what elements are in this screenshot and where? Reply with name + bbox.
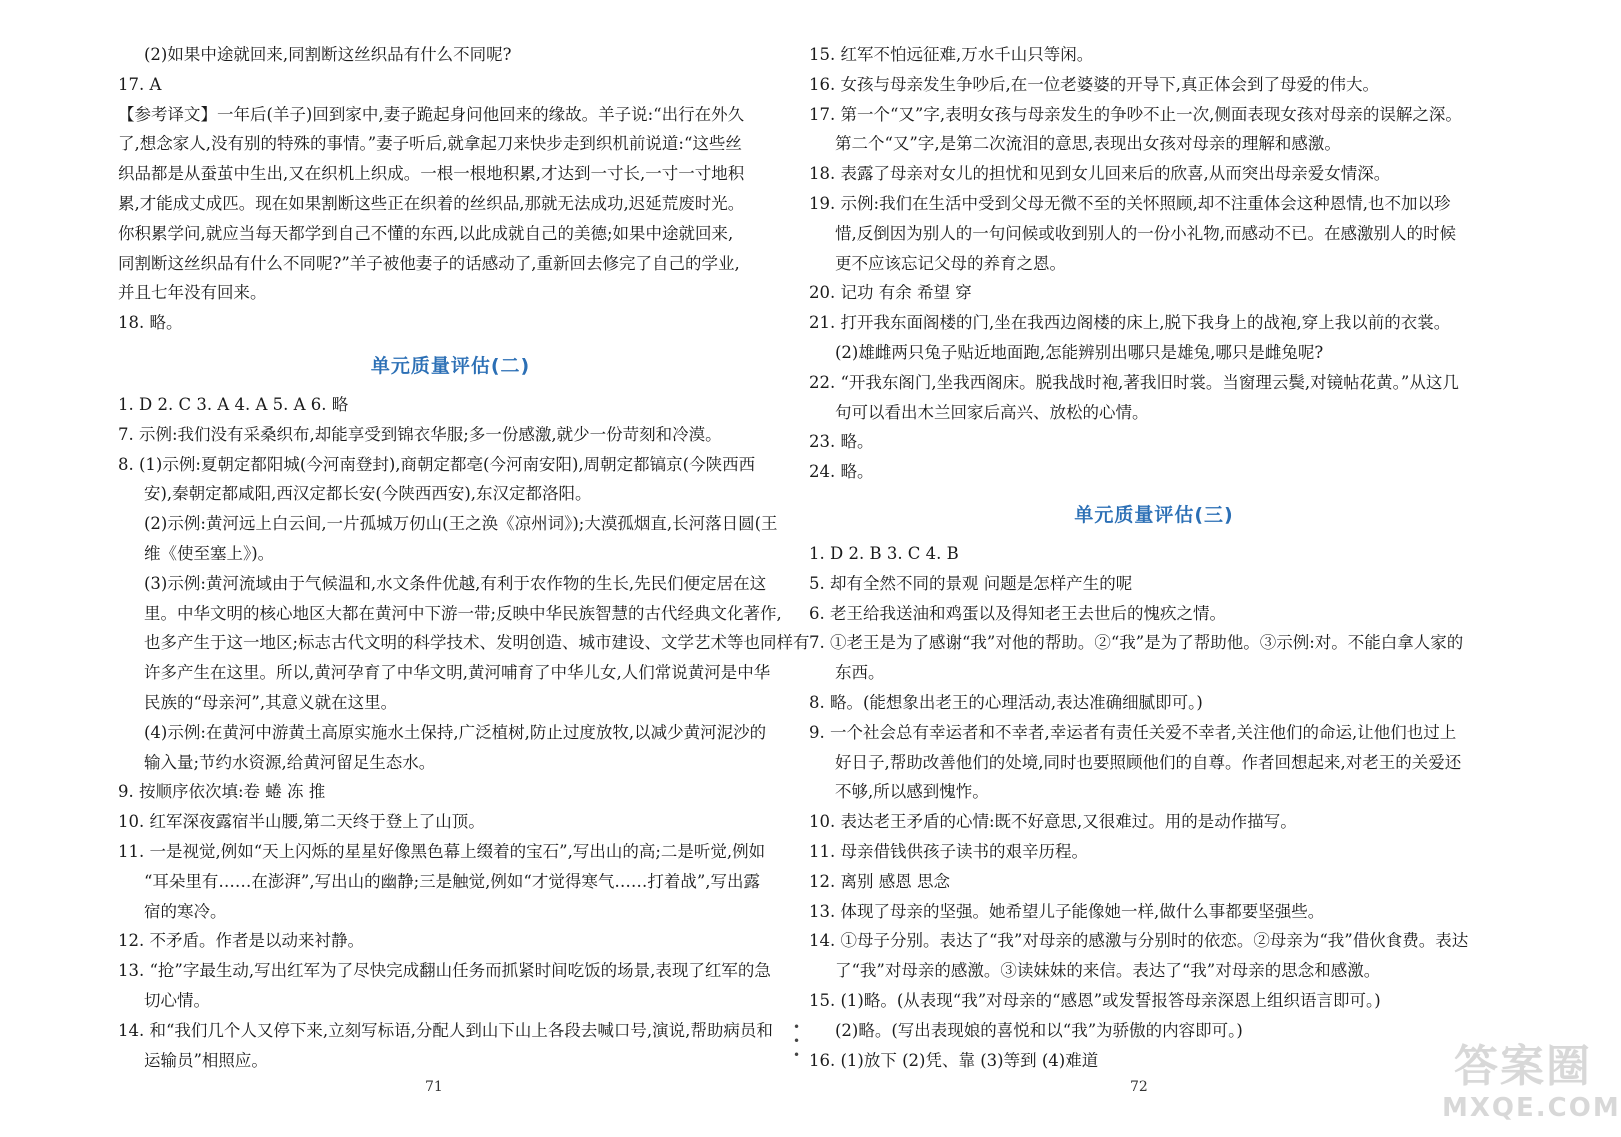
answer-line: 8. (1)示例:夏朝定都阳城(今河南登封),商朝定都亳(今河南安阳),周朝定都镐京(今陕西西	[118, 454, 756, 474]
answer-line: 11. 母亲借钱供孩子读书的艰辛历程。	[809, 841, 1088, 861]
answer-line: (3)示例:黄河流域由于气候温和,水文条件优越,有利于农作物的生长,先民们便定居在这	[144, 573, 767, 593]
answer-line: 你积累学问,就应当每天都学到自己不懂的东西,以此成就自己的美德;如果中途就回来,	[118, 223, 734, 243]
watermark-logo: 答案圈	[1454, 1041, 1592, 1092]
left-column	[118, 40, 810, 1075]
answer-line: 惜,反倒因为别人的一句问候或收到别人的一份小礼物,而感动不已。在感激别人的时候	[835, 223, 1456, 243]
answer-line: 1. D 2. C 3. A 4. A 5. A 6. 略	[118, 394, 349, 414]
answer-line: 15. (1)略。(从表现“我”对母亲的“感恩”或发誓报答母亲深恩上组织语言即可。)	[809, 990, 1381, 1010]
answer-line: 17. 第一个“又”字,表明女孩与母亲发生的争吵不止一次,侧面表现女孩对母亲的误解之深。	[809, 104, 1462, 124]
answer-line: 18. 表露了母亲对女儿的担忧和见到女儿回来后的欣喜,从而突出母亲爱女情深。	[809, 164, 1391, 184]
answer-line: 9. 按顺序依次填:卷 蜷 冻 推	[118, 782, 326, 802]
answer-line: 【参考译文】一年后(羊子)回到家中,妻子跪起身问他回来的缘故。羊子说:“出行在外久	[118, 104, 745, 124]
answer-line: 7. 示例:我们没有采桑织布,却能享受到锦衣华服;多一份感激,就少一份苛刻和冷漠。	[118, 424, 722, 444]
answer-line: (2)如果中途就回来,同割断这丝织品有什么不同呢?	[144, 45, 512, 64]
answer-line: 维《使至塞上》)。	[144, 543, 275, 563]
answer-line: 12. 离别 感恩 思念	[809, 871, 950, 891]
section-title-unit-3: 单元质量评估(三)	[1074, 503, 1234, 526]
answer-line: 23. 略。	[809, 432, 874, 452]
answer-line: 不够,所以感到愧怍。	[835, 782, 989, 802]
answer-line: “耳朵里有……在澎湃”,写出山的幽静;三是触觉,例如“才觉得寒气……打着战”,写出露	[144, 871, 761, 891]
answer-line: 7. ①老王是为了感谢“我”对他的帮助。②“我”是为了帮助他。③示例:对。不能白拿人家的	[809, 633, 1464, 653]
section-title-unit-2: 单元质量评估(二)	[370, 354, 531, 377]
right-page	[800, 0, 1621, 1137]
watermark	[1442, 1041, 1621, 1129]
answer-line: 切心情。	[144, 990, 210, 1010]
answer-line: 安),秦朝定都咸阳,西汉定都长安(今陕西西安),东汉定都洛阳。	[144, 484, 592, 504]
answer-line: 许多产生在这里。所以,黄河孕育了中华文明,黄河哺育了中华儿女,人们常说黄河是中华	[144, 663, 771, 683]
answer-line: 同割断这丝织品有什么不同呢?”羊子被他妻子的话感动了,重新回去修完了自己的学业,	[118, 253, 740, 273]
answer-line: 15. 红军不怕远征难,万水千山只等闲。	[809, 45, 1094, 64]
page-number-right: 72	[1130, 1079, 1148, 1095]
answer-line: 9. 一个社会总有幸运者和不幸者,幸运者有责任关爱不幸者,关注他们的命运,让他们也过上	[809, 722, 1457, 742]
answer-line: (2)示例:黄河远上白云间,一片孤城万仞山(王之涣《凉州词》);大漠孤烟直,长河落日圆(王	[144, 514, 778, 534]
answer-line: 16. (1)放下 (2)凭、靠 (3)等到 (4)难道	[809, 1050, 1099, 1070]
answer-line: 11. 一是视觉,例如“天上闪烁的星星好像黑色幕上缀着的宝石”,写出山的高;二是听觉,例如	[118, 841, 766, 861]
answer-line: 更不应该忘记父母的养育之恩。	[835, 253, 1066, 273]
answer-line: 民族的“母亲河”,其意义就在这里。	[144, 692, 398, 712]
answer-line: (4)示例:在黄河中游黄土高原实施水土保持,广泛植树,防止过度放牧,以减少黄河泥沙的	[144, 722, 767, 742]
answer-line: 13. 体现了母亲的坚强。她希望儿子能像她一样,做什么事都要坚强些。	[809, 901, 1325, 921]
answer-line: 运输员”相照应。	[144, 1050, 268, 1070]
answer-line: 东西。	[835, 663, 885, 683]
answer-line: 里。中华文明的核心地区大都在黄河中下游一带;反映中华民族智慧的古代经典文化著作,	[144, 603, 782, 623]
answer-line: 5. 却有全然不同的景观 问题是怎样产生的呢	[809, 573, 1133, 593]
answer-line: 16. 女孩与母亲发生争吵后,在一位老婆婆的开导下,真正体会到了母爱的伟大。	[809, 74, 1379, 94]
answer-line: 好日子,帮助改善他们的处境,同时也要照顾他们的自尊。作者回想起来,对老王的关爱还	[835, 752, 1462, 772]
answer-line: 20. 记功 有余 希望 穿	[809, 283, 972, 303]
answer-line: 织品都是从蚕茧中生出,又在织机上织成。一根一根地积累,才达到一寸长,一寸一寸地积	[118, 164, 745, 184]
answer-line: 了,想念家人,没有别的特殊的事情。”妻子听后,就拿起刀来快步走到织机前说道:“这些丝	[118, 134, 742, 154]
answer-line: 了“我”对母亲的感激。③读妹妹的来信。表达了“我”对母亲的思念和感激。	[835, 961, 1381, 981]
answer-line: 14. ①母子分别。表达了“我”对母亲的感激与分别时的依恋。②母亲为“我”借伙食费。表达	[809, 931, 1469, 951]
answer-line: 18. 略。	[118, 313, 183, 333]
answer-line: 6. 老王给我送油和鸡蛋以及得知老王去世后的愧疚之情。	[809, 603, 1226, 623]
answer-line: 17. A	[118, 74, 162, 94]
answer-line: 句可以看出木兰回家后高兴、放松的心情。	[835, 402, 1149, 422]
answer-line: 13. “抢”字最生动,写出红军为了尽快完成翻山任务而抓紧时间吃饭的场景,表现了红军的急	[118, 961, 771, 981]
answer-line: (2)略。(写出表现娘的喜悦和以“我”为骄傲的内容即可。)	[835, 1020, 1243, 1040]
answer-line: 并且七年没有回来。	[118, 283, 267, 303]
answer-line: 8. 略。(能想象出老王的心理活动,表达准确细腻即可。)	[809, 692, 1203, 712]
answer-line: (2)雄雌两只兔子贴近地面跑,怎能辨别出哪只是雄兔,哪只是雌兔呢?	[835, 342, 1324, 362]
answer-line: 累,才能成丈成匹。现在如果割断这些正在织着的丝织品,那就无法成功,迟延荒废时光。	[118, 193, 745, 213]
answer-line: 21. 打开我东面阁楼的门,坐在我西边阁楼的床上,脱下我身上的战袍,穿上我以前的衣裳。	[809, 313, 1451, 333]
answer-line: 10. 红军深夜露宿半山腰,第二天终于登上了山顶。	[118, 812, 485, 832]
right-column	[809, 40, 1499, 1075]
answer-line: 14. 和“我们几个人又停下来,立刻写标语,分配人到山下山上各段去喊口号,演说,帮助病员和	[118, 1020, 773, 1040]
answer-line: 1. D 2. B 3. C 4. B	[809, 543, 959, 563]
answer-line: 也多产生于这一地区;标志古代文明的科学技术、发明创造、城市建设、文学艺术等也同样有	[144, 633, 810, 653]
answer-line: 输入量;节约水资源,给黄河留足生态水。	[144, 752, 436, 772]
page-number-left: 71	[425, 1079, 443, 1095]
answer-line: 宿的寒冷。	[144, 901, 227, 921]
answer-line: 22. “开我东阁门,坐我西阁床。脱我战时袍,著我旧时裳。当窗理云鬓,对镜帖花黄。”从这几	[809, 372, 1459, 392]
answer-line: 10. 表达老王矛盾的心情:既不好意思,又很难过。用的是动作描写。	[809, 812, 1297, 832]
watermark-url: MXQE.COM	[1442, 1093, 1621, 1123]
answer-line: 19. 示例:我们在生活中受到父母无微不至的关怀照顾,却不注重体会这种恩情,也不加以珍	[809, 193, 1451, 213]
answer-line: 第二个“又”字,是第二次流泪的意思,表现出女孩对母亲的理解和感激。	[835, 134, 1341, 154]
answer-line: 24. 略。	[809, 462, 874, 482]
left-page	[0, 0, 810, 1137]
answer-line: 12. 不矛盾。作者是以动来衬静。	[118, 931, 364, 951]
binding-dots: • • •	[793, 1020, 801, 1062]
